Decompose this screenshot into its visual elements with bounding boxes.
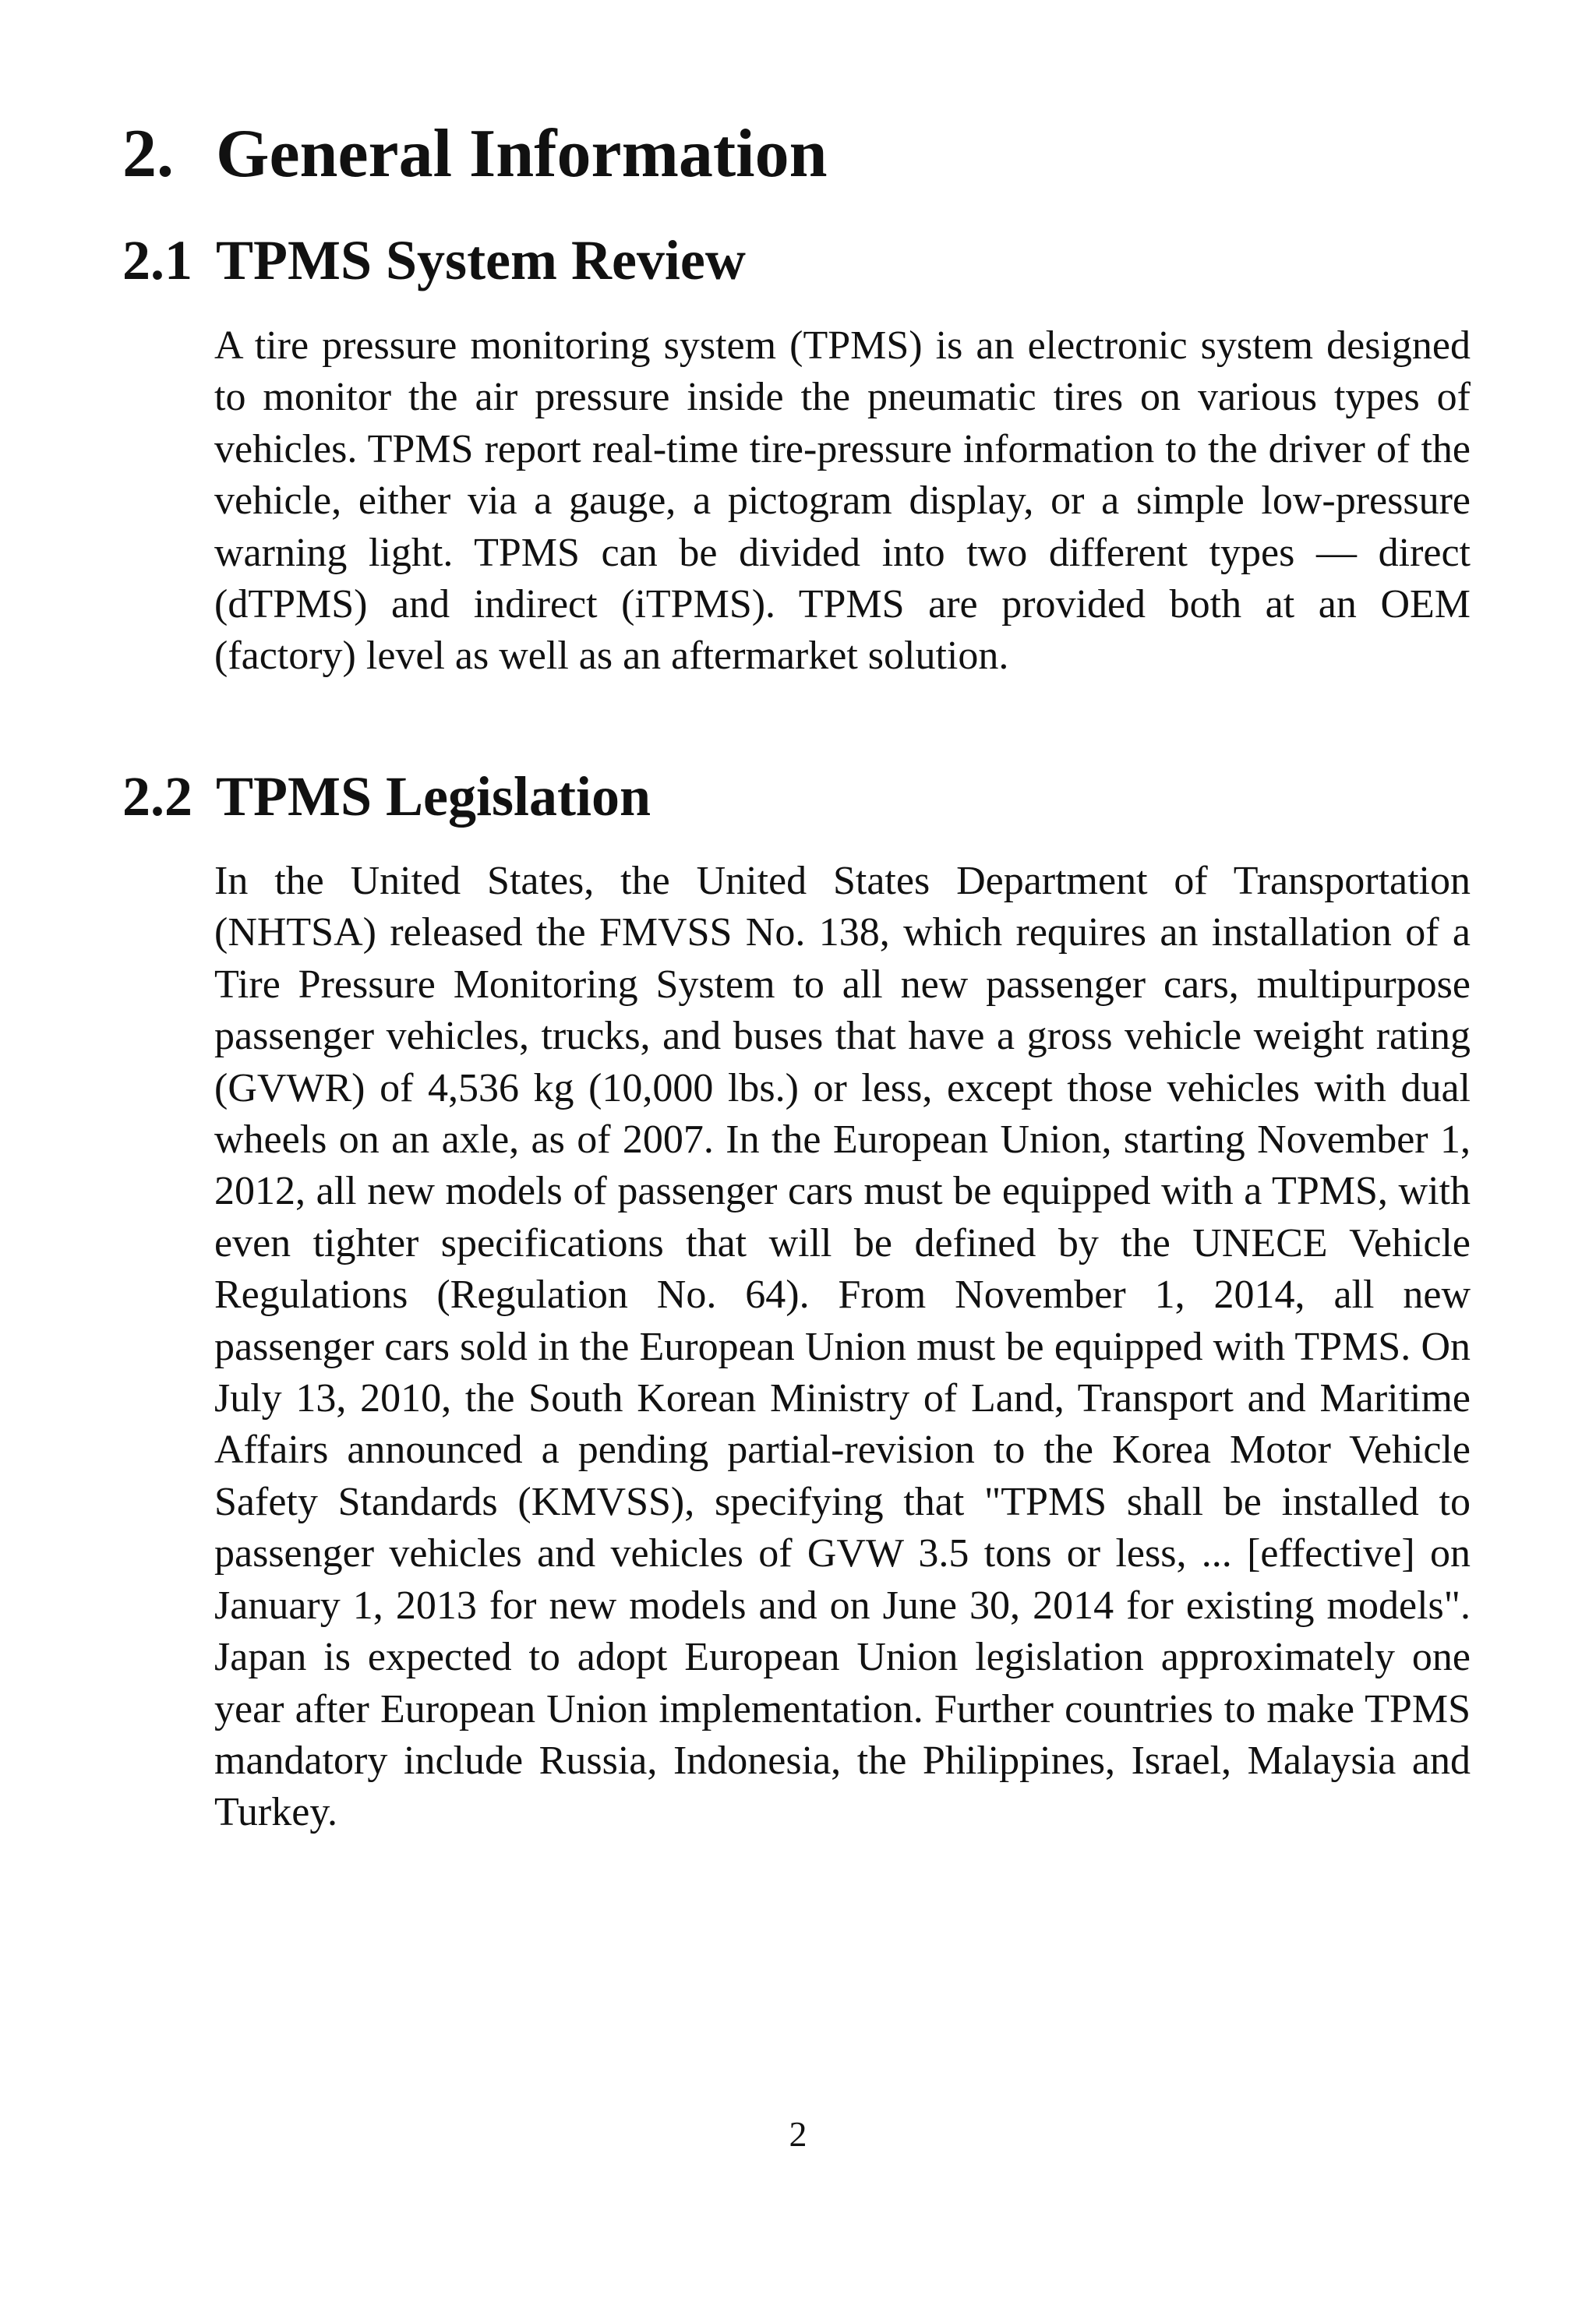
chapter-heading — [122, 117, 828, 192]
page-number: 2 — [789, 2114, 807, 2154]
section-paragraph-tpms-system-review: A tire pressure monitoring system (TPMS) is an electronic system designed to monitor the air pressure inside the pneumatic tires on various types of vehicles. TPMS report real-time tire-pressure information to the driver of the vehicle, either via a gauge, a pictogram display, or a simple low-pressure warning light. TPMS can be divided into two different types — direct (dTPMS) and indirect (iTPMS). TPMS are provided both at an OEM (factory) level as well as an aftermarket solution. — [214, 323, 1471, 679]
section-paragraph-tpms-legislation: In the United States, the United States Department of Transportation (NHTSA) released the FMVSS No. 138, which requires an installation of a Tire Pressure Monitoring System to all new passenger cars, multipurpose passenger vehicles, trucks, and buses that have a gross vehicle weight rating (GVWR) of 4,536 kg (10,000 lbs.) or less, except those vehicles with dual wheels on an axle, as of 2007. In the European Union, starting November 1, 2012, all new models of passenger cars must be equipped with a TPMS, with even tighter specifications that will be defined by the UNECE Vehicle Regulations (Regulation No. 64). From November 1, 2014, all new passenger cars sold in the European Union must be equipped with TPMS. On July 13, 2010, the South Korean Ministry of Land, Transport and Maritime Affairs announced a pending partial-revision to the Korea Motor Vehicle Safety Standards (KMVSS), specifying that "TPMS shall be installed to passenger vehicles and vehicles of GVW 3.5 tons or less, ... [effective] on January 1, 2013 for new models and on June 30, 2014 for existing models". Japan is expected to adopt European Union legislation approximately one year after European Union implementation. Further countries to make TPMS mandatory include Russia, Indonesia, the Philippines, Israel, Malaysia and Turkey. — [214, 859, 1471, 1835]
section-number: 2.1 — [122, 229, 192, 291]
section-heading-tpms-legislation — [122, 766, 651, 828]
chapter-title: General Information — [216, 116, 828, 192]
section-title: TPMS System Review — [216, 229, 746, 291]
section-number: 2.2 — [122, 765, 192, 828]
section-heading-tpms-system-review — [122, 230, 746, 291]
chapter-number: 2. — [122, 116, 174, 192]
section-title: TPMS Legislation — [216, 765, 651, 828]
